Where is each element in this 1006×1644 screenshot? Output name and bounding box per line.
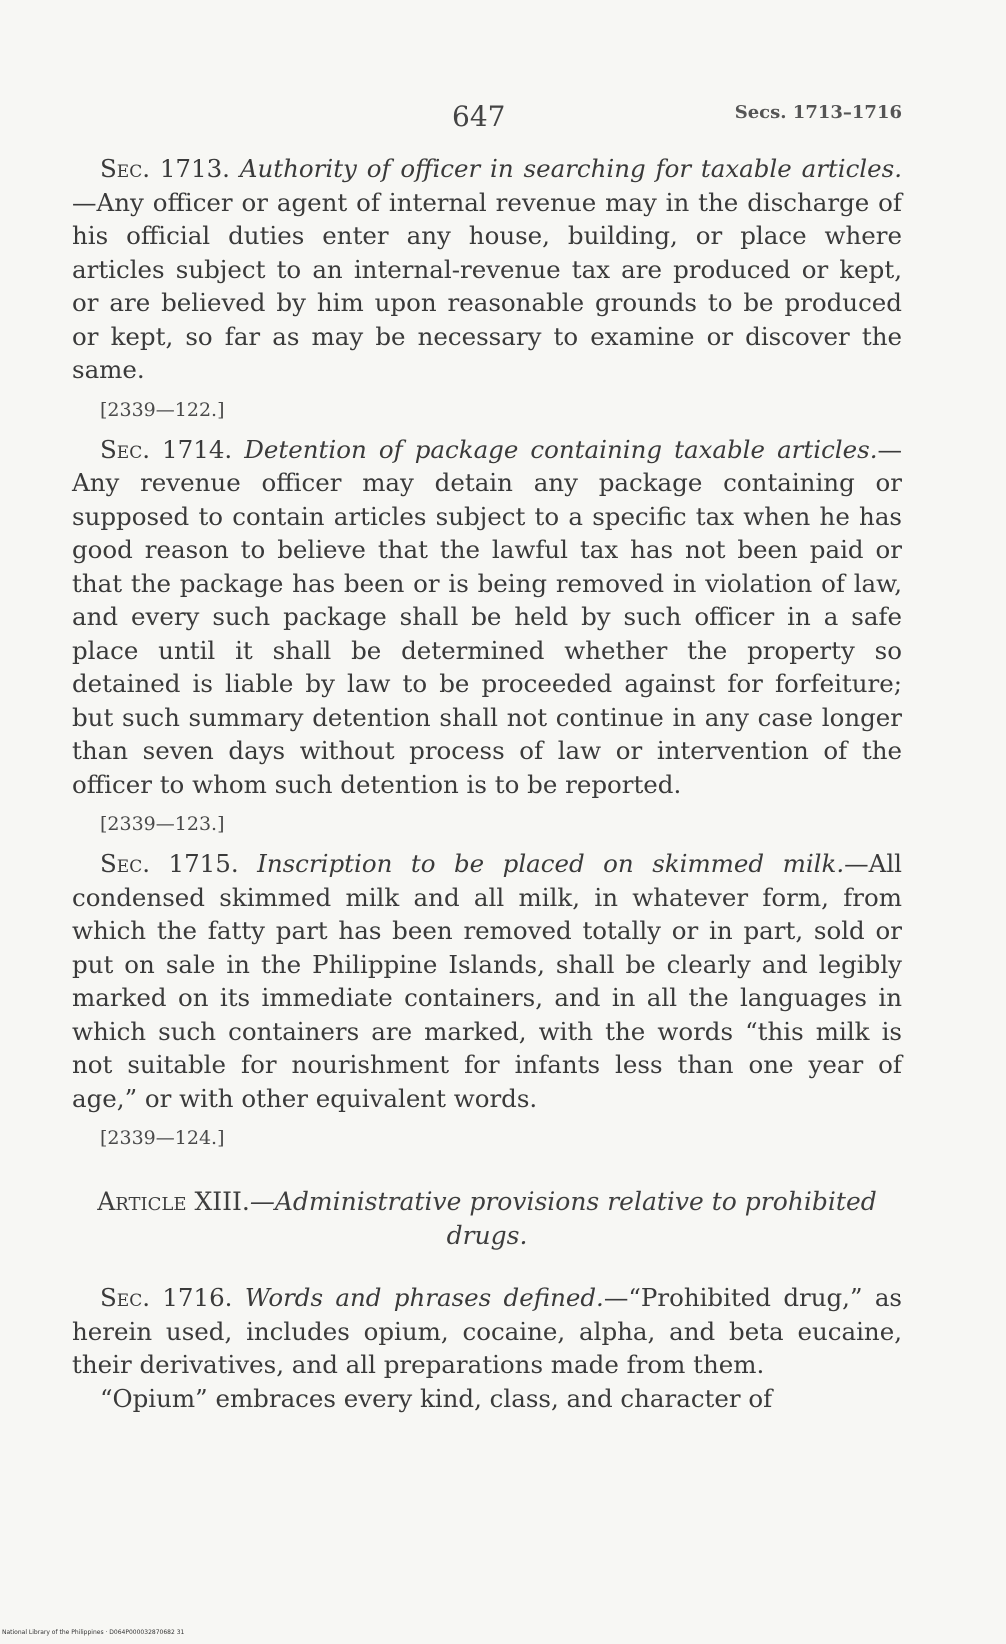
section-citation: [2339—122.] [100,398,225,421]
section-label: Sec. 1716. [100,1283,233,1312]
article-title: —Administrative provisions relative to prohibited drugs. [249,1187,877,1250]
section-continuation: “Opium” embraces every kind, class, and character of [100,1383,773,1413]
article-label: Article XIII. [97,1187,250,1216]
page-body [72,152,902,1415]
section-paragraph [72,152,902,387]
section-paragraph [72,433,902,802]
document-page [72,90,902,1540]
section-1715 [72,847,902,1153]
section-text: —Any officer or agent of internal revenue may in the discharge of his official duties enter any house, building, or place where articles subject to an internal-revenue tax are produced or kept, or are believed by him upon reasonable grounds to be produced or kept, so far as may be necessary to examine or discover the same. [72,187,902,384]
page-number: 647 [452,100,506,133]
section-citation: [2339—123.] [100,813,225,835]
section-text: —“Prohibited drug,” as herein used, includes opium, cocaine, alpha, and beta eucaine, their derivatives, and all preparations made from them. [72,1283,903,1379]
section-label: Sec. 1715. [100,849,239,878]
section-title: Words and phrases defined. [244,1283,604,1312]
section-title: Detention of package containing taxable articles. [244,434,878,464]
section-text: —Any revenue officer may detain any package containing or supposed to contain articles subject to a specific tax when he has good reason to believe that the lawful tax has not been paid or that the package has been or is being removed in violation of law, and every such package shall be held by such officer in a safe place until it shall be determined whether the property so detained is liable by law to be proceeded against for forfeiture; but such summary detention shall not continue in any case longer than seven days without process of law or intervention of the officer to whom such detention is to be reported. [72,434,902,799]
section-paragraph [72,1281,902,1382]
running-head: Secs. 1713–1716 [734,102,902,123]
section-label: Sec. 1713. [100,154,230,183]
section-1714 [72,433,902,840]
section-label: Sec. 1714. [100,434,233,464]
section-1716 [72,1281,902,1415]
article-heading [72,1185,902,1253]
section-citation: [2339—124.] [100,1127,225,1149]
section-title: Inscription to be placed on skimmed milk. [257,849,845,878]
section-paragraph [72,847,902,1115]
page-header [72,90,902,140]
scan-footer: National Library of the Philippines · D064P000032870682 31 [2,1629,185,1636]
section-text: —All condensed skimmed milk and all milk, in whatever form, from which the fatty part has been removed totally or in part, sold or put on sale in the Philippine Islands, shall be clearly and legibly marked on its immediate containers, and in all the languages in which such containers are marked, with the words “this milk is not suitable for nourishment for infants less than one year of age,” or with other equivalent words. [72,849,903,1113]
section-1713 [72,152,902,425]
section-title: Authority of officer in searching for taxable articles. [239,154,902,183]
